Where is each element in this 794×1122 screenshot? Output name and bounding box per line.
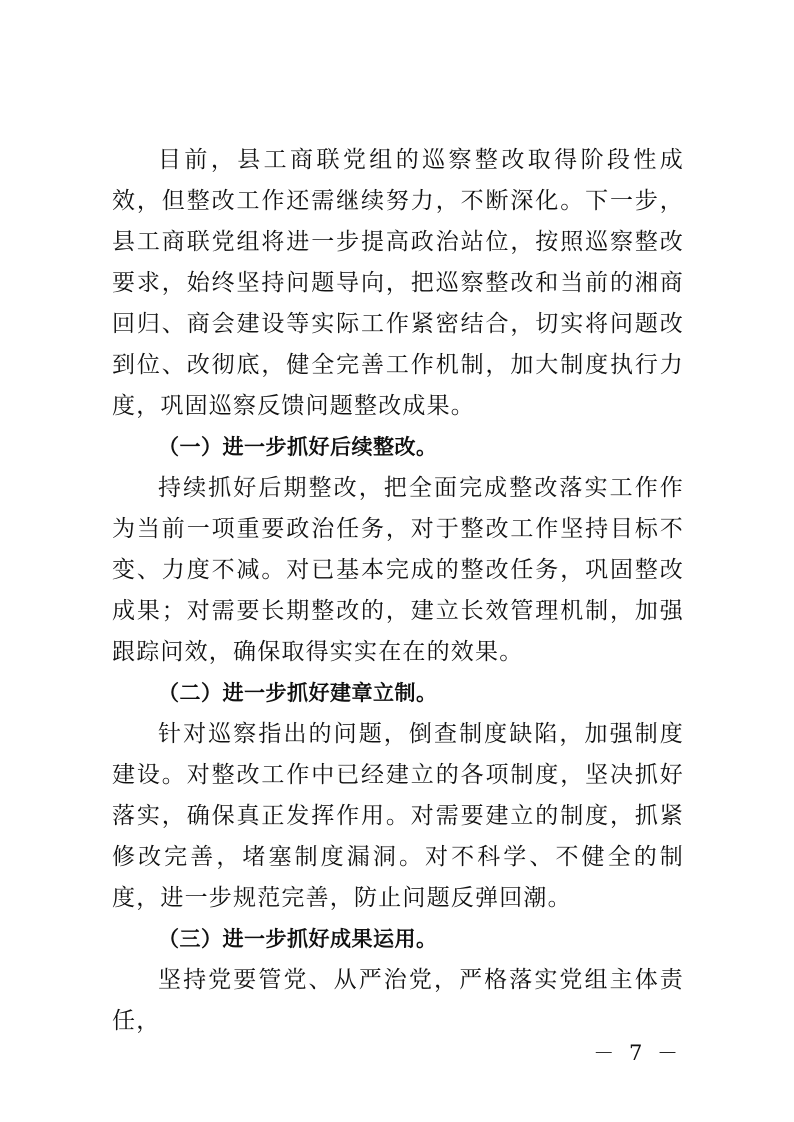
page-number: － 7 － [593,1041,682,1065]
paragraph-follow-up-rectification: 持续抓好后期整改，把全面完成整改落实工作作为当前一项重要政治任务，对于整改工作坚持目标不变、力度不减。对已基本完成的整改任务，巩固整改成果；对需要长期整改的，建立长效管理机制，加强跟踪问效，确保取得实实在在的效果。 [112,475,684,665]
paragraph-results-application: 坚持党要管党、从严治党，严格落实党组主体责任， [112,967,684,1034]
paragraph-rules-and-systems: 针对巡察指出的问题，倒查制度缺陷，加强制度建设。对整改工作中已经建立的各项制度，坚决抓好落实，确保真正发挥作用。对需要建立的制度，抓紧修改完善，堵塞制度漏洞。对不科学、不健全的制度，进一步规范完善，防止问题反弹回潮。 [112,721,684,911]
document-body [112,140,684,1042]
heading-rules-and-systems: （二）进一步抓好建章立制。 [158,681,438,705]
paragraph-summary: 目前，县工商联党组的巡察整改取得阶段性成效，但整改工作还需继续努力，不断深化。下一步，县工商联党组将进一步提高政治站位，按照巡察整改要求，始终坚持问题导向，把巡察整改和当前的湘商回归、商会建设等实际工作紧密结合，切实将问题改到位、改彻底，健全完善工作机制，加大制度执行力度，巩固巡察反馈问题整改成果。 [112,147,684,419]
heading-results-application: （三）进一步抓好成果运用。 [158,927,438,951]
heading-follow-up-rectification: （一）进一步抓好后续整改。 [158,435,438,459]
